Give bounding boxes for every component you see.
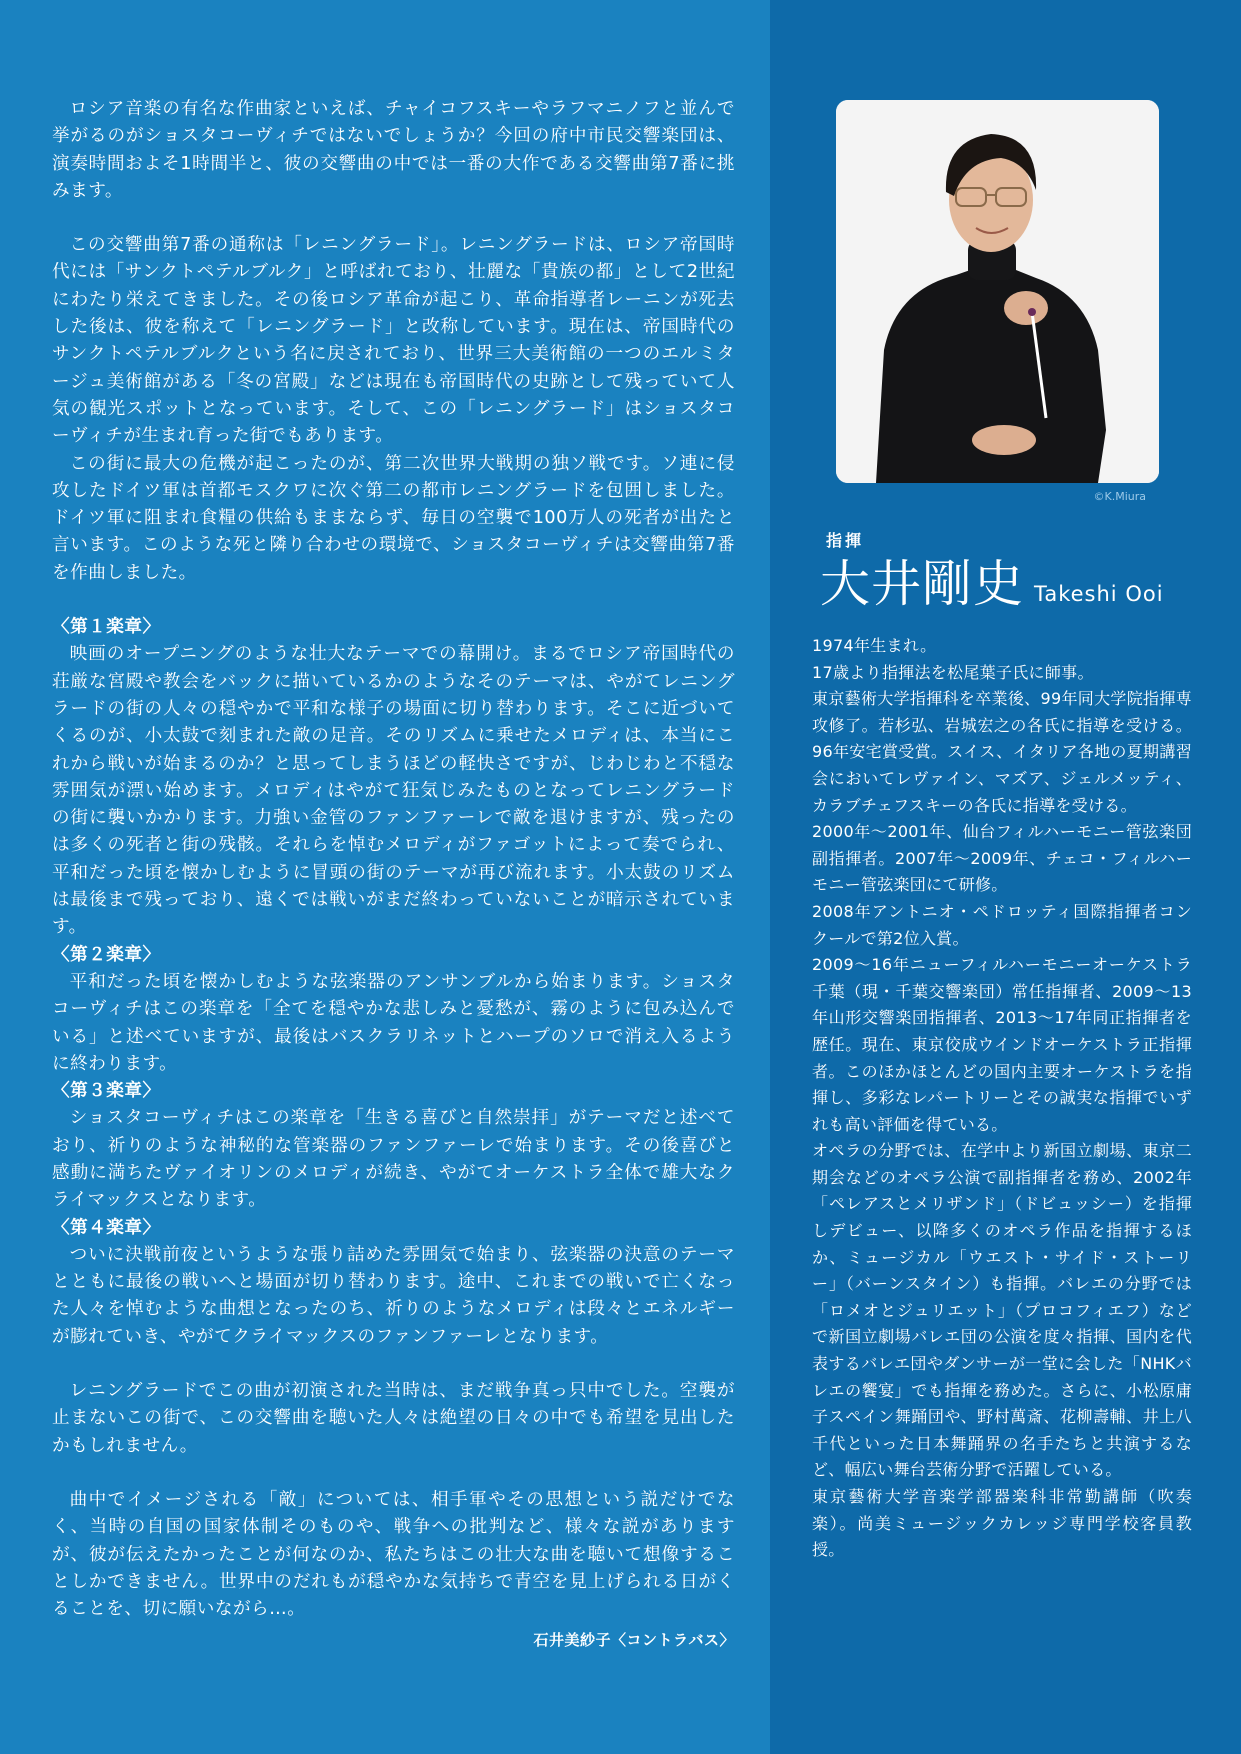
role-label: 指揮 [826,531,865,550]
bio-paragraph: 2009〜16年ニューフィルハーモニーオーケストラ千葉（現・千葉交響楽団）常任指揮者、2009〜13年山形交響楽団指揮者、2013〜17年同正指揮者を歴任。現在、東京佼成ウインドオーケストラ正指揮者。このほかほとんどの国内主要オーケストラを指揮し、多彩なレパートリーとその誠実な指揮でいずれも高い評価を得ている。 [812,955,1192,1134]
movement-4-text: ついに決戦前夜というような張り詰めた雰囲気で始まり、弦楽器の決意のテーマとともに最後の戦いへと場面が切り替わります。途中、これまでの戦いで亡くなった人々を悼むような曲想となったのち、祈りのようなメロディは段々とエネルギーが膨れていき、やがてクライマックスのファンファーレとなります。 [52,1244,735,1347]
movement-1-heading: 〈第１楽章〉 [52,617,161,638]
movement-2-text: 平和だった頃を懐かしむような弦楽器のアンサンブルから始まります。ショスタコーヴィチはこの楽章を「全てを穏やかな悲しみと憂愁が、霧のように包み込んでいる」と述べていますが、最後はバスクラリネットとハープのソロで消え入るように終わります。 [52,971,735,1074]
closing-paragraph-1: レニングラードでこの曲が初演された当時は、まだ戦争真っ只中でした。空襲が止まないこの街で、この交響曲を聴いた人々は絶望の日々の中でも希望を見出したかもしれません。 [52,1381,735,1456]
photo-credit: ©K.Miura [1093,490,1146,503]
intro-paragraph-1: ロシア音楽の有名な作曲家といえば、チャイコフスキーやラフマニノフと並んで挙がるのがショスタコーヴィチではないでしょうか？今回の府中市民交響楽団は、演奏時間およそ1時間半と、彼の交響曲の中では一番の大作である交響曲第7番に挑みます。 [52,99,735,201]
movement-4-heading: 〈第４楽章〉 [52,1217,161,1238]
bio-paragraph: オペラの分野では、在学中より新国立劇場、東京二期会などのオペラ公演で副指揮者を務め、2002年「ペレアスとメリザンド」（ドビュッシー）を指揮しデビュー、以降多くのオペラ作品を指揮するほか、ミュージカル「ウエスト・サイド・ストーリー」（バーンスタイン）も指揮。バレエの分野では「ロメオとジュリエット」（プロコフィエフ）などで新国立劇場バレエ団の公演を度々指揮、国内を代表するバレエ団やダンサーが一堂に会した「NHKバレエの饗宴」でも指揮を務めた。さらに、小松原庸子スペイン舞踊団や、野村萬斎、花柳壽輔、井上八千代といった日本舞踊界の名手たちと共演するなど、幅広い舞台芸術分野で活躍している。 [812,1141,1192,1480]
author-signature: 石井美紗子〈コントラバス〉 [533,1631,735,1650]
conductor-name-jp: 大井剛史 [820,555,1024,613]
conductor-biography [812,633,1192,1564]
conductor-name-en: Takeshi Ooi [1034,582,1164,606]
bio-paragraph: 東京藝術大学指揮科を卒業後、99年同大学院指揮専攻修了。若杉弘、岩城宏之の各氏に指導を受ける。96年安宅賞受賞。スイス、イタリア各地の夏期講習会においてレヴァイン、マズア、ジェルメッティ、カラブチェフスキーの各氏に指導を受ける。 [812,689,1192,815]
conductor-portrait-illustration [836,100,1159,483]
program-notes [52,96,735,1650]
movement-2-heading: 〈第２楽章〉 [52,944,161,965]
conductor-photo [836,100,1159,483]
bio-paragraph: 17歳より指揮法を松尾葉子氏に師事。 [812,662,1094,682]
movement-1-text: 映画のオープニングのような壮大なテーマでの幕開け。まるでロシア帝国時代の荘厳な宮殿や教会をバックに描いているかのようなそのテーマは、やがてレニングラードの街の人々の穏やかで平和な様子の場面に切り替わります。そこに近づいてくるのが、小太鼓で刻まれた敵の足音。そのリズムに乗せたメロディは、本当にこれから戦いが始まるのか？と思ってしまうほどの軽快さですが、じわじわと不穏な雰囲気が漂い始めます。メロディはやがて狂気じみたものとなってレニングラードの街に襲いかかります。力強い金管のファンファーレで敵を退けますが、残ったのは多くの死者と街の残骸。それらを悼むメロディがファゴットによって奏でられ、平和だった頃を懐かしむように冒頭の街のテーマが再び流れます。小太鼓のリズムは最後まで残っており、遠くでは戦いがまだ終わっていないことが暗示されています。 [52,644,735,938]
movement-3-text: ショスタコーヴィチはこの楽章を「生きる喜びと自然崇拝」がテーマだと述べており、祈りのような神秘的な管楽器のファンファーレで始まります。その後喜びと感動に満ちたヴァイオリンのメロディが続き、やがてオーケストラ全体で雄大なクライマックスとなります。 [52,1108,735,1211]
intro-paragraph-3: この街に最大の危機が起こったのが、第二次世界大戦期の独ソ戦です。ソ連に侵攻したドイツ軍は首都モスクワに次ぐ第二の都市レニングラードを包囲しました。ドイツ軍に阻まれ食糧の供給もままならず、毎日の空襲で100万人の死者が出たと言います。このような死と隣り合わせの環境で、ショスタコーヴィチは交響曲第7番を作曲しました。 [52,453,735,583]
intro-paragraph-2: この交響曲第7番の通称は「レニングラード」。レニングラードは、ロシア帝国時代には「サンクトペテルブルク」と呼ばれており、壮麗な「貴族の都」として2世紀にわたり栄えてきました。その後ロシア革命が起こり、革命指導者レーニンが死去した後は、彼を称えて「レニングラード」と改称しています。現在は、帝国時代のサンクトペテルブルクという名に戻されており、世界三大美術館の一つのエルミタージュ美術館がある「冬の宮殿」などは現在も帝国時代の史跡として残っていて人気の観光スポットとなっています。そして、この「レニングラード」はショスタコーヴィチが生まれ育った街でもあります。 [52,235,735,447]
movement-3-heading: 〈第３楽章〉 [52,1081,161,1102]
bio-paragraph: 2000年〜2001年、仙台フィルハーモニー管弦楽団副指揮者。2007年〜2009年、チェコ・フィルハーモニー管弦楽団にて研修。 [812,822,1192,895]
bio-paragraph: 1974年生まれ。 [812,636,937,655]
closing-paragraph-2: 曲中でイメージされる「敵」については、相手軍やその思想という説だけでなく、当時の自国の国家体制そのものや、戦争への批判など、様々な説がありますが、彼が伝えたかったことが何なのか、私たちはこの壮大な曲を聴いて想像することしかできません。世界中のだれもが穏やかな気持ちで青空を見上げられる日がくることを、切に願いながら…。 [52,1489,735,1620]
bio-paragraph: 2008年アントニオ・ペドロッティ国際指揮者コンクールで第2位入賞。 [812,901,1192,948]
conductor-name [820,552,1164,616]
bio-paragraph: 東京藝術大学音楽学部器楽科非常勤講師（吹奏楽）。尚美ミュージックカレッジ専門学校客員教授。 [812,1487,1192,1560]
